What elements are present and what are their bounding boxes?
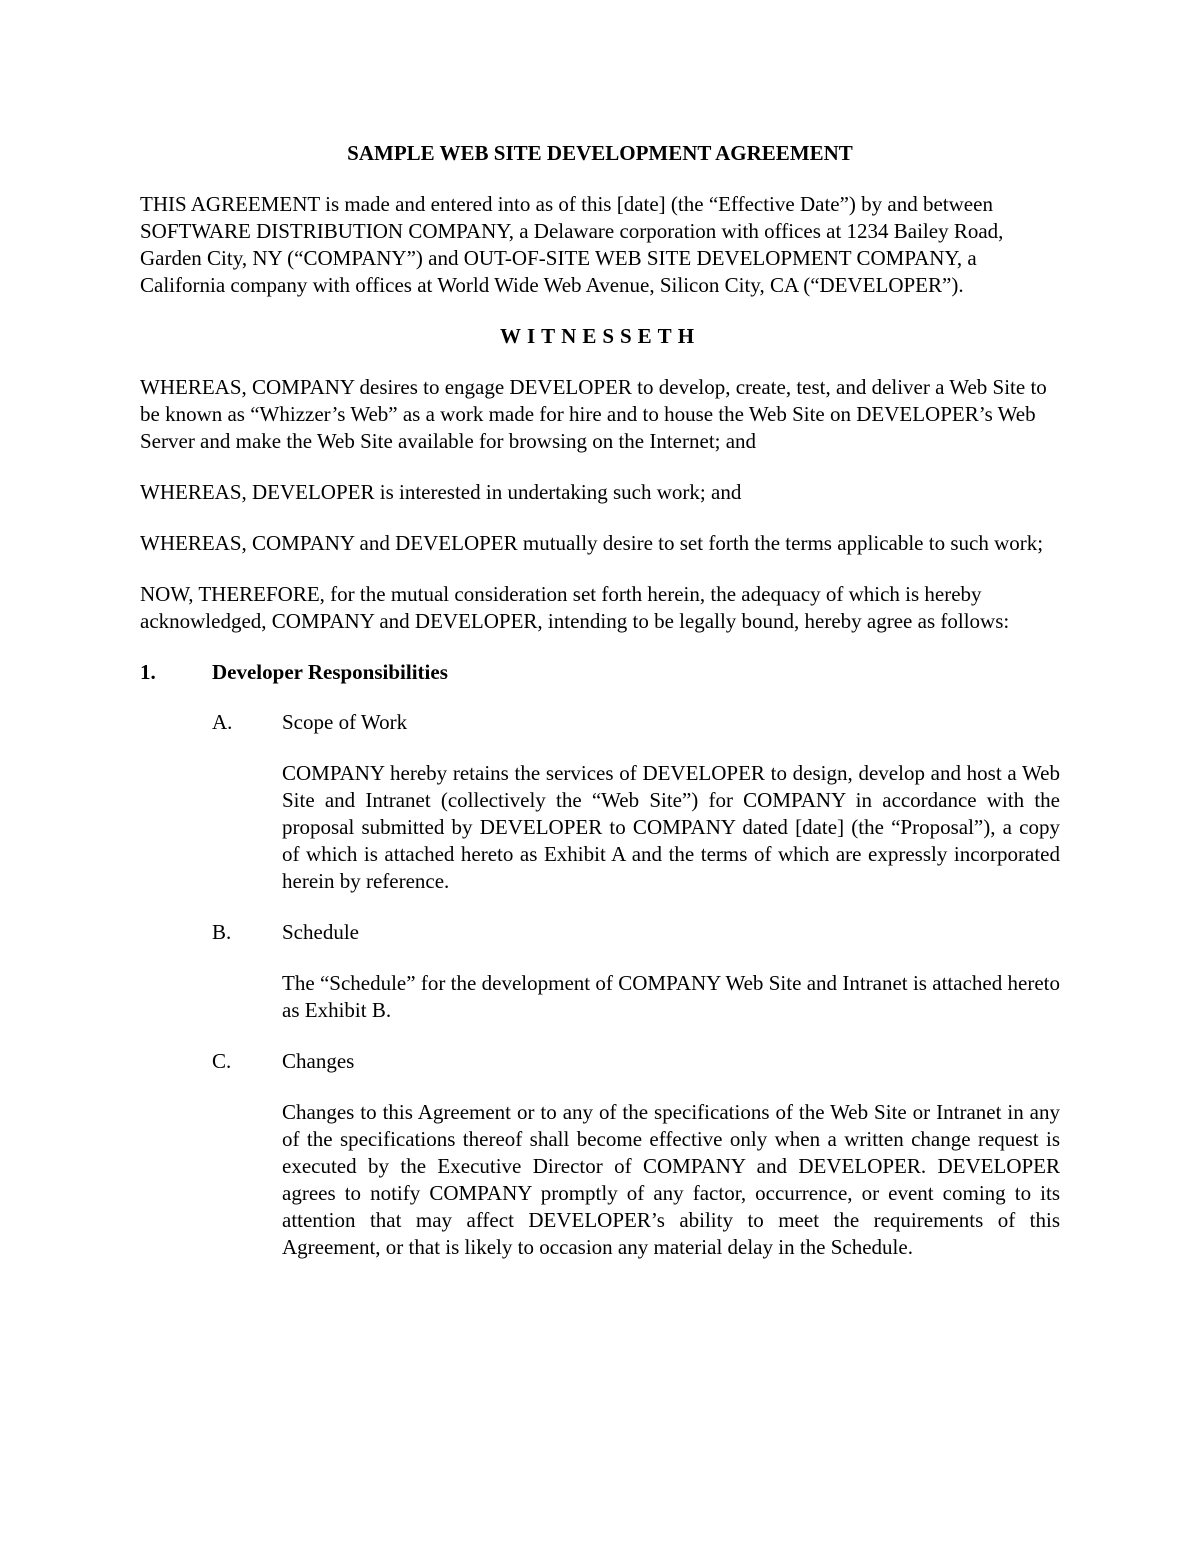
document-title: SAMPLE WEB SITE DEVELOPMENT AGREEMENT (347, 141, 853, 165)
witnesseth-heading: WITNESSETH (499, 324, 701, 348)
subsection-letter: B. (212, 920, 232, 944)
recital-paragraph-1: WHEREAS, COMPANY desires to engage DEVELOPER to develop, create, test, and deliver a Web Site to be known as “Whizzer’s Web” as a work made for hire and to house the Web Site on DEVELOPER’s Web Server and make the Web Site available for browsing on the Internet; and (140, 375, 1047, 453)
subsection-a-heading (212, 709, 1060, 736)
subsection-title: Changes (282, 1049, 355, 1073)
subsection-letter: A. (212, 710, 233, 734)
subsection-c-heading (212, 1048, 1060, 1075)
recital-paragraph-4: NOW, THEREFORE, for the mutual consideration set forth herein, the adequacy of which is hereby acknowledged, COMPANY and DEVELOPER, intending to be legally bound, hereby agree as follows: (140, 582, 1010, 633)
recital-paragraph-2: WHEREAS, DEVELOPER is interested in undertaking such work; and (140, 480, 742, 504)
subsection-title: Scope of Work (282, 710, 408, 734)
subsection-a-text: COMPANY hereby retains the services of DEVELOPER to design, develop and host a Web Site and Intranet (collectively the “Web Site”) for COMPANY in accordance with the proposal submitted by DEVELOPER to COMPANY dated [date] (the “Proposal”), a copy of which is attached hereto as Exhibit A and the terms of which are expressly incorporated herein by reference. (282, 761, 1060, 893)
recital-paragraph-3: WHEREAS, COMPANY and DEVELOPER mutually desire to set forth the terms applicable to such work; (140, 531, 1044, 555)
section-number: 1. (140, 660, 156, 684)
subsection-b-text: The “Schedule” for the development of COMPANY Web Site and Intranet is attached hereto as Exhibit B. (282, 971, 1060, 1022)
section-1-heading (140, 659, 1060, 686)
subsection-c-text: Changes to this Agreement or to any of the specifications of the Web Site or Intranet in any of the specifications thereof shall become effective only when a written change request is executed by the Executive Director of COMPANY and DEVELOPER. DEVELOPER agrees to notify COMPANY promptly of any factor, occurrence, or event coming to its attention that may affect DEVELOPER’s ability to meet the requirements of this Agreement, or that is likely to occasion any material delay in the Schedule. (282, 1100, 1060, 1259)
section-title: Developer Responsibilities (212, 660, 448, 684)
subsection-b-heading (212, 919, 1060, 946)
subsection-title: Schedule (282, 920, 359, 944)
document-page (140, 140, 1060, 1285)
subsection-letter: C. (212, 1049, 232, 1073)
intro-paragraph: THIS AGREEMENT is made and entered into as of this [date] (the “Effective Date”) by and between SOFTWARE DISTRIBUTION COMPANY, a Delaware corporation with offices at 1234 Bailey Road, Garden City, NY (“COMPANY”) and OUT-OF-SITE WEB SITE DEVELOPMENT COMPANY, a California company with offices at World Wide Web Avenue, Silicon City, CA (“DEVELOPER”). (140, 192, 1004, 297)
